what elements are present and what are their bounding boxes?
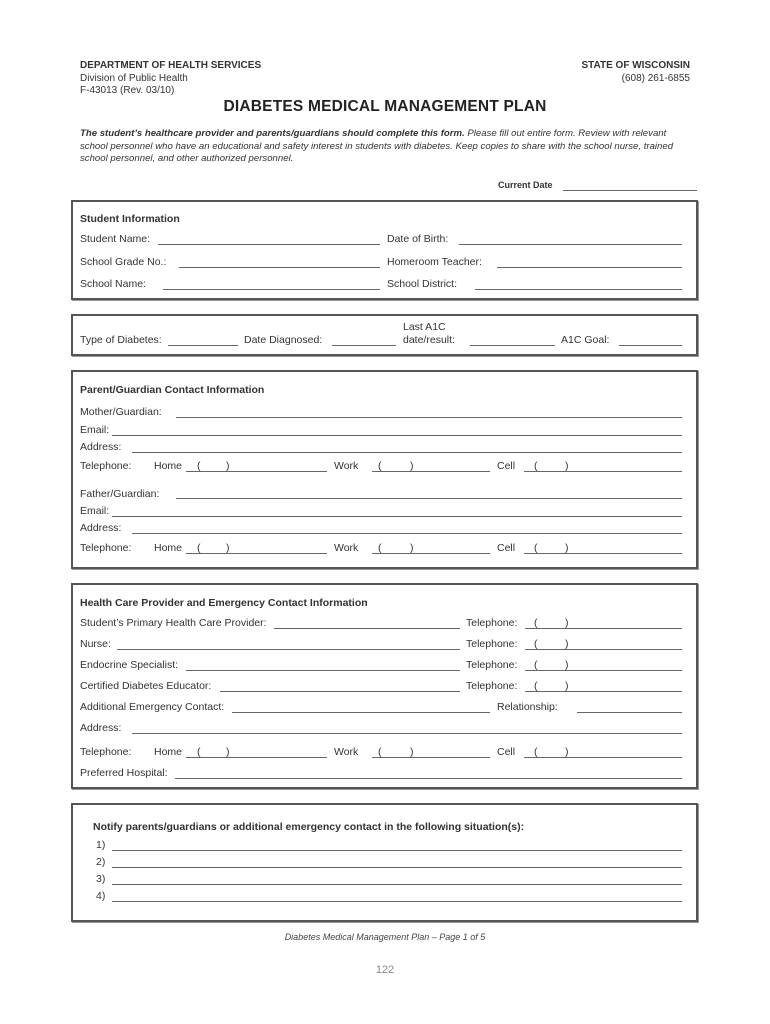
primary-provider-telephone-field[interactable]	[525, 628, 682, 629]
last-a1c-line1: Last A1C	[403, 321, 446, 333]
father-cell-paren-open: (	[534, 542, 538, 554]
nurse-paren-close: )	[565, 638, 569, 650]
dob-label: Date of Birth:	[387, 233, 449, 245]
nurse-field[interactable]	[117, 649, 460, 650]
student-info-title: Student Information	[80, 213, 180, 225]
endocrine-field[interactable]	[186, 670, 460, 671]
mother-address-label: Address:	[80, 441, 122, 453]
date-diagnosed-field[interactable]	[332, 345, 396, 346]
student-name-field[interactable]	[158, 244, 380, 245]
mother-cell-paren-open: (	[534, 460, 538, 472]
contact-cell-paren-close: )	[565, 746, 569, 758]
notify-item-2-label: 2)	[96, 856, 106, 868]
dob-field[interactable]	[459, 244, 682, 245]
contact-work-label: Work	[334, 746, 359, 758]
contact-address-field[interactable]	[132, 733, 682, 734]
page-number: 122	[375, 964, 395, 976]
homeroom-label: Homeroom Teacher:	[387, 256, 482, 268]
mother-work-label: Work	[334, 460, 359, 472]
father-work-paren-close: )	[410, 542, 414, 554]
page-title: DIABETES MEDICAL MANAGEMENT PLAN	[223, 98, 547, 115]
contact-cell-label: Cell	[497, 746, 516, 758]
primary-paren-open: (	[534, 617, 538, 629]
mother-field[interactable]	[176, 417, 682, 418]
parent-info-title: Parent/Guardian Contact Information	[80, 384, 265, 396]
contact-home-paren-open: (	[197, 746, 201, 758]
contact-work-paren-close: )	[410, 746, 414, 758]
relationship-field[interactable]	[577, 712, 682, 713]
header-left	[80, 60, 261, 98]
mother-work-field[interactable]	[372, 471, 490, 472]
endocrine-paren-close: )	[565, 659, 569, 671]
mother-home-field[interactable]	[186, 471, 327, 472]
a1c-goal-field[interactable]	[619, 345, 682, 346]
mother-work-paren-close: )	[410, 460, 414, 472]
hospital-label: Preferred Hospital:	[80, 767, 168, 779]
state-name: STATE OF WISCONSIN	[581, 60, 690, 71]
father-work-paren-open: (	[378, 542, 382, 554]
contact-home-paren-close: )	[226, 746, 230, 758]
notify-item-3-field[interactable]	[112, 884, 682, 885]
school-name-field[interactable]	[163, 289, 380, 290]
contact-work-field[interactable]	[372, 757, 490, 758]
contact-home-label: Home	[154, 746, 183, 758]
contact-work-paren-open: (	[378, 746, 382, 758]
contact-cell-paren-open: (	[534, 746, 538, 758]
mother-home-label: Home	[154, 460, 183, 472]
last-a1c-label	[403, 321, 455, 347]
mother-work-paren-open: (	[378, 460, 382, 472]
mother-home-paren-close: )	[226, 460, 230, 472]
intro-bold: The student’s healthcare provider and parents/guardians should complete this form.	[80, 128, 465, 139]
primary-provider-label: Student’s Primary Health Care Provider:	[80, 617, 267, 629]
header-right	[581, 60, 690, 85]
diabetes-type-label: Type of Diabetes:	[80, 334, 162, 346]
mother-cell-paren-close: )	[565, 460, 569, 472]
mother-label: Mother/Guardian:	[80, 406, 162, 418]
nurse-telephone-field[interactable]	[525, 649, 682, 650]
cde-paren-open: (	[534, 680, 538, 692]
mother-email-label: Email:	[80, 424, 110, 436]
father-label: Father/Guardian:	[80, 488, 160, 500]
additional-contact-label: Additional Emergency Contact:	[80, 701, 225, 713]
provider-info-title: Health Care Provider and Emergency Contact Information	[80, 597, 368, 609]
student-name-label: Student Name:	[80, 233, 151, 245]
father-work-field[interactable]	[372, 553, 490, 554]
contact-telephone-label: Telephone:	[80, 746, 132, 758]
endocrine-telephone-field[interactable]	[525, 670, 682, 671]
last-a1c-field[interactable]	[470, 345, 555, 346]
endocrine-label: Endocrine Specialist:	[80, 659, 179, 671]
father-field[interactable]	[176, 498, 682, 499]
notify-item-4-label: 4)	[96, 890, 106, 902]
nurse-paren-open: (	[534, 638, 538, 650]
primary-paren-close: )	[565, 617, 569, 629]
father-home-label: Home	[154, 542, 183, 554]
cde-field[interactable]	[220, 691, 460, 692]
notify-item-1-label: 1)	[96, 839, 106, 851]
cde-telephone-label: Telephone:	[466, 680, 518, 692]
primary-provider-telephone-label: Telephone:	[466, 617, 518, 629]
mother-home-paren-open: (	[197, 460, 201, 472]
hospital-field[interactable]	[175, 778, 682, 779]
notify-title: Notify parents/guardians or additional emergency contact in the following situation(s):	[93, 821, 525, 833]
relationship-label: Relationship:	[497, 701, 558, 713]
primary-provider-field[interactable]	[274, 628, 460, 629]
father-home-field[interactable]	[186, 553, 327, 554]
cde-paren-close: )	[565, 680, 569, 692]
form-number: F-43013 (Rev. 03/10)	[80, 85, 175, 96]
father-cell-paren-close: )	[565, 542, 569, 554]
father-home-paren-open: (	[197, 542, 201, 554]
cde-label: Certified Diabetes Educator:	[80, 680, 212, 692]
father-address-field[interactable]	[132, 533, 682, 534]
mother-address-field[interactable]	[132, 452, 682, 453]
father-email-label: Email:	[80, 505, 110, 517]
header-phone: (608) 261-6855	[621, 72, 690, 84]
homeroom-field[interactable]	[497, 267, 682, 268]
page-footer: Diabetes Medical Management Plan – Page 1 of 5	[284, 932, 486, 942]
intro-rest: Please fill out entire form. Review with relevant school personnel who have an educational and safety interest in students with diabetes. Keep copies to share with the school nurse, trained school personnel, and other authorized personnel.	[80, 128, 674, 164]
notify-item-1-field[interactable]	[112, 850, 682, 851]
endocrine-paren-open: (	[534, 659, 538, 671]
mother-cell-field[interactable]	[524, 471, 682, 472]
district-label: School District:	[387, 278, 458, 290]
endocrine-telephone-label: Telephone:	[466, 659, 518, 671]
district-field[interactable]	[475, 289, 682, 290]
father-cell-field[interactable]	[524, 553, 682, 554]
additional-contact-field[interactable]	[232, 712, 490, 713]
date-diagnosed-label: Date Diagnosed:	[244, 334, 323, 346]
current-date-label: Current Date	[498, 180, 553, 190]
father-work-label: Work	[334, 542, 359, 554]
grade-field[interactable]	[179, 267, 380, 268]
nurse-telephone-label: Telephone:	[466, 638, 518, 650]
mother-cell-label: Cell	[497, 460, 516, 472]
nurse-label: Nurse:	[80, 638, 111, 650]
notify-item-4-field[interactable]	[112, 901, 682, 902]
father-address-label: Address:	[80, 522, 122, 534]
school-name-label: School Name:	[80, 278, 146, 290]
cde-telephone-field[interactable]	[525, 691, 682, 692]
father-cell-label: Cell	[497, 542, 516, 554]
division-name: Division of Public Health	[80, 72, 188, 84]
contact-address-label: Address:	[80, 722, 122, 734]
grade-label: School Grade No.:	[80, 256, 167, 268]
current-date-field[interactable]	[563, 190, 697, 191]
notify-item-2-field[interactable]	[112, 867, 682, 868]
mother-email-field[interactable]	[112, 435, 682, 436]
father-telephone-label: Telephone:	[80, 542, 132, 554]
diabetes-type-field[interactable]	[168, 345, 238, 346]
a1c-goal-label: A1C Goal:	[561, 334, 610, 346]
father-home-paren-close: )	[226, 542, 230, 554]
contact-home-field[interactable]	[186, 757, 327, 758]
father-email-field[interactable]	[112, 516, 682, 517]
contact-cell-field[interactable]	[524, 757, 682, 758]
notify-item-3-label: 3)	[96, 873, 106, 885]
mother-telephone-label: Telephone:	[80, 460, 132, 472]
last-a1c-line2: date/result:	[403, 334, 455, 346]
dept-name: DEPARTMENT OF HEALTH SERVICES	[80, 60, 262, 71]
intro-text	[80, 128, 695, 166]
